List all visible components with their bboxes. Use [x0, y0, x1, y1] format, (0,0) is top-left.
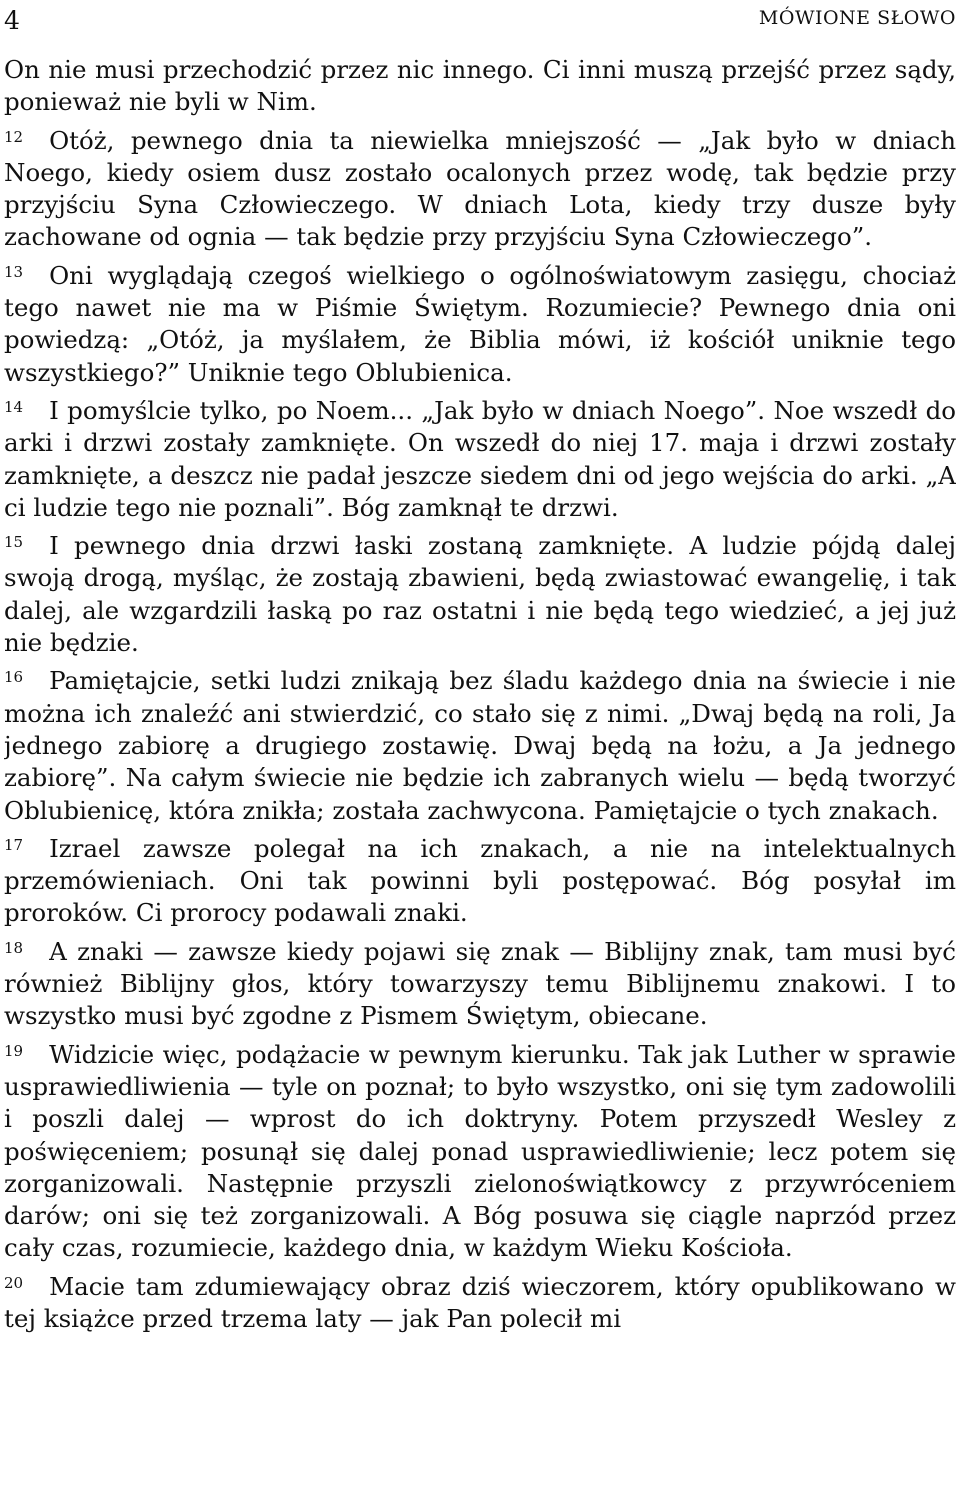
paragraph: [4, 125, 956, 254]
paragraph: [4, 665, 956, 826]
body-text: [4, 54, 956, 1335]
paragraph-number: 15: [4, 533, 24, 552]
paragraph-number: 20: [4, 1273, 24, 1292]
document-page: [4, 0, 956, 1510]
paragraph-text: Oni wyglądają czegoś wielkiego o ogólnoświatowym zasięgu, chociaż tego nawet nie ma w Piśmie Świętym. Rozumiecie? Pewnego dnia oni powiedzą: „Otóż, ja myślałem, że Biblia mówi, iż kościół uniknie tego wszystkiego?” Uniknie tego Oblubienica.: [4, 260, 956, 387]
paragraph-text: Macie tam zdumiewający obraz dziś wieczorem, który opublikowano w tej książce przed trzema laty — jak Pan polecił mi: [4, 1271, 956, 1333]
running-title: MÓWIONE SŁOWO: [758, 7, 956, 29]
paragraph: [4, 936, 956, 1033]
paragraph: [4, 1039, 956, 1265]
paragraph: [4, 530, 956, 659]
paragraph: [4, 833, 956, 930]
paragraph-text: Otóż, pewnego dnia ta niewielka mniejszość — „Jak było w dniach Noego, kiedy osiem dusz zostało ocalonych przez wodę, tak będzie przy przyjściu Syna Człowieczego. W dniach Lota, kiedy trzy dusze były zachowane od ognia — tak będzie przy przyjściu Syna Człowieczego”.: [4, 125, 956, 252]
paragraph-number: 18: [4, 938, 24, 957]
paragraph-number: 19: [4, 1041, 24, 1060]
paragraph-text: On nie musi przechodzić przez nic innego. Ci inni muszą przejść przez sądy, ponieważ nie byli w Nim.: [4, 55, 956, 117]
paragraph-text: I pomyślcie tylko, po Noem... „Jak było w dniach Noego”. Noe wszedł do arki i drzwi zostały zamknięte. On wszedł do niej 17. maja i drzwi zostały zamknięte, a deszcz nie padał jeszcze siedem dni od jego wejścia do arki. „A ci ludzie tego nie poznali”. Bóg zamknął te drzwi.: [4, 395, 956, 522]
paragraph-number: 14: [4, 397, 24, 416]
paragraph-text: A znaki — zawsze kiedy pojawi się znak — Biblijny znak, tam musi być również Biblijny głos, który towarzyszy temu Biblijnemu znakowi. I to wszystko musi być zgodne z Pismem Świętym, obiecane.: [4, 936, 956, 1031]
paragraph: [4, 260, 956, 389]
paragraph-number: 13: [4, 262, 24, 281]
paragraph: [4, 54, 956, 119]
paragraph-text: Izrael zawsze polegał na ich znakach, a nie na intelektualnych przemówieniach. Oni tak powinni byli postępować. Bóg posyłał im proroków. Ci prorocy podawali znaki.: [4, 833, 956, 928]
paragraph-number: 16: [4, 668, 24, 687]
paragraph-text: Pamiętajcie, setki ludzi znikają bez śladu każdego dnia na świecie i nie można ich znaleźć ani stwierdzić, co stało się z nimi. „Dwaj będą na roli, Ja jednego zabiorę a drugiego zostawię. Dwaj będą na łożu, a Ja jednego zabiorę”. Na całym świecie nie będzie ich zabranych wielu — będą tworzyć Oblubienicę, która znikła; została zachwycona. Pamiętajcie o tych znakach.: [4, 666, 956, 825]
page-header: [4, 0, 956, 54]
paragraph-number: 12: [4, 127, 24, 146]
paragraph-text: I pewnego dnia drzwi łaski zostaną zamknięte. A ludzie pójdą dalej swoją drogą, myśląc, że zostają zbawieni, będą zwiastować ewangelię, i tak dalej, ale wzgardzili łaską po raz ostatni i nie będą tego wiedzieć, a jej już nie będzie.: [4, 531, 956, 658]
page-number: 4: [4, 6, 20, 35]
paragraph: [4, 1271, 956, 1336]
paragraph-text: Widzicie więc, podążacie w pewnym kierunku. Tak jak Luther w sprawie usprawiedliwienia — tyle on poznał; to było wszystko, oni się tym zadowolili i poszli dalej — wprost do ich doktryny. Potem przyszedł Wesley z poświęceniem; posunął się dalej ponad usprawiedliwienie; lecz potem się zorganizowali. Następnie przyszli zielonoświątkowcy z przywróceniem darów; oni się też zorganizowali. A Bóg posuwa się ciągle naprzód przez cały czas, rozumiecie, każdego dnia, w każdym Wieku Kościoła.: [4, 1039, 956, 1263]
paragraph-number: 17: [4, 835, 24, 854]
paragraph: [4, 395, 956, 524]
